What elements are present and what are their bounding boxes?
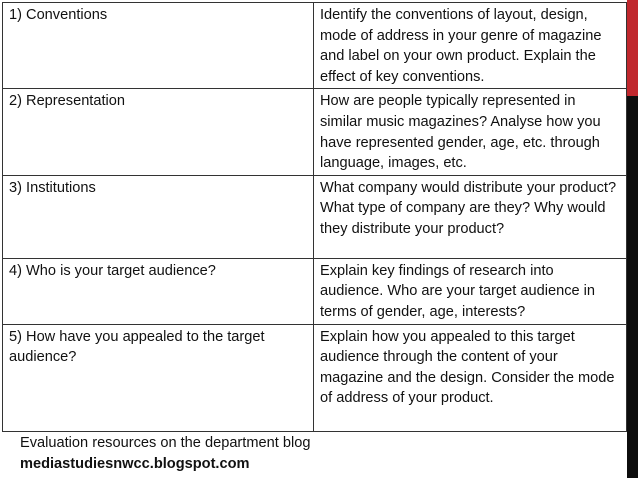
table-row: [3, 89, 627, 175]
table-row: [3, 3, 627, 89]
prompt-cell: What company would distribute your product? What type of company are they? Why would they distribute your product?: [314, 175, 627, 258]
topic-cell: 2) Representation: [3, 89, 314, 175]
prompt-cell: Explain key findings of research into audience. Who are your target audience in terms of gender, age, interests?: [314, 258, 627, 324]
footer-caption: Evaluation resources on the department blog: [20, 435, 311, 451]
accent-bar-black: [627, 96, 638, 478]
topic-cell: 1) Conventions: [3, 3, 314, 89]
topic-cell: 3) Institutions: [3, 175, 314, 258]
accent-bar-red: [627, 0, 638, 96]
prompt-cell: Identify the conventions of layout, design, mode of address in your genre of magazine and label on your own product. Explain the effect of key conventions.: [314, 3, 627, 89]
footer-note: [20, 433, 310, 475]
table-row: [3, 175, 627, 258]
topic-cell: 5) How have you appealed to the target audience?: [3, 324, 314, 431]
blog-url-link[interactable]: mediastudiesnwcc.blogspot.com: [20, 456, 250, 472]
table-row: [3, 324, 627, 431]
prompt-cell: How are people typically represented in similar music magazines? Analyse how you have represented gender, age, etc. through language, images, etc.: [314, 89, 627, 175]
prompt-cell: Explain how you appealed to this target audience through the content of your magazine and the design. Consider the mode of address of your product.: [314, 324, 627, 431]
topic-cell: 4) Who is your target audience?: [3, 258, 314, 324]
table-row: [3, 258, 627, 324]
evaluation-table: [2, 2, 627, 432]
